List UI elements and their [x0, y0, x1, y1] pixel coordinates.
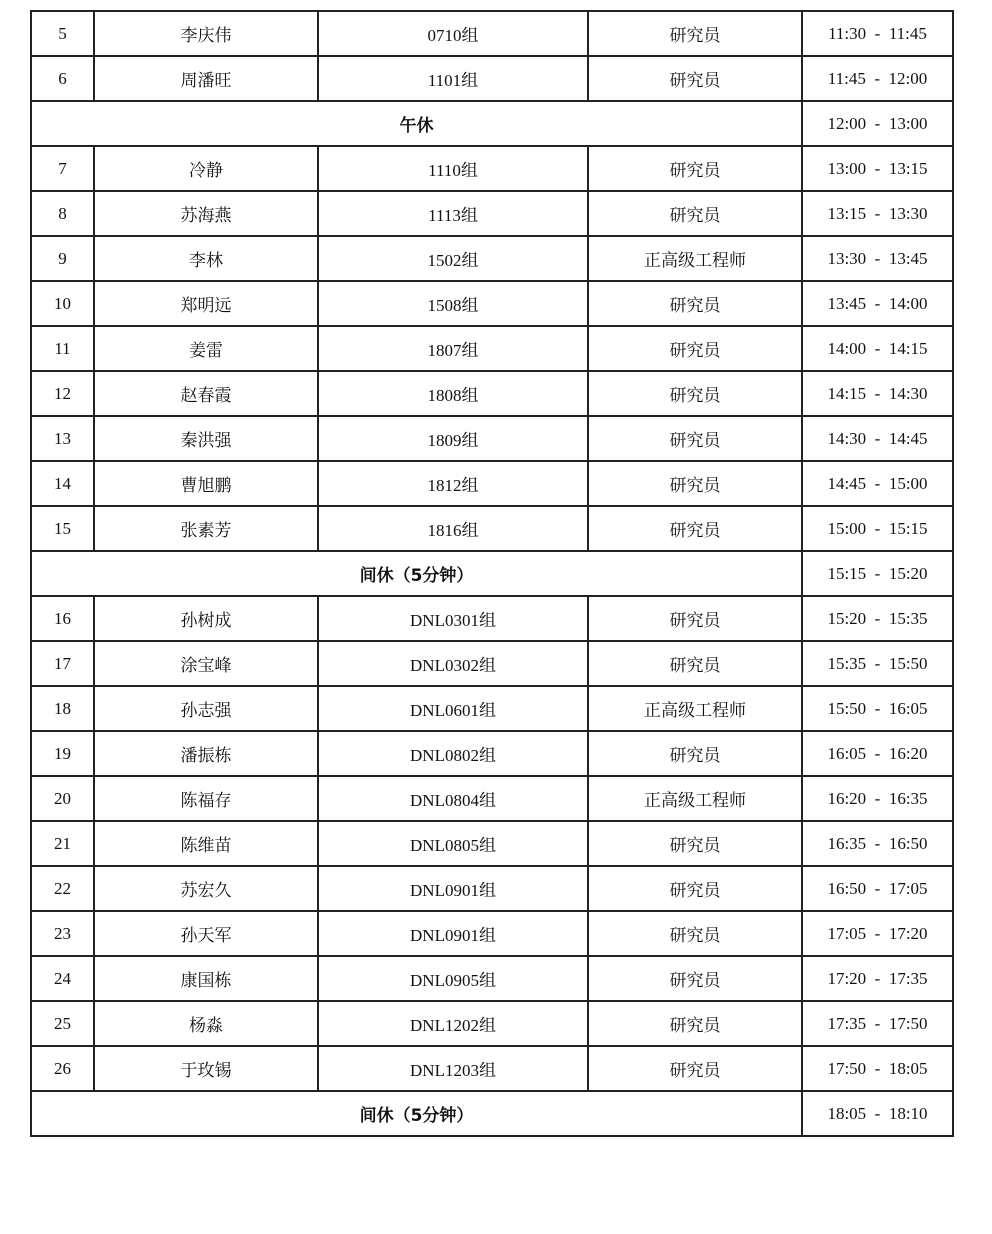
table-row [31, 1001, 953, 1046]
group-id: DNL0601组 [318, 686, 588, 731]
group-id: DNL1203组 [318, 1046, 588, 1091]
time-slot: 16:05 - 16:20 [802, 731, 953, 776]
job-title: 正高级工程师 [588, 686, 802, 731]
time-slot: 17:20 - 17:35 [802, 956, 953, 1001]
time-slot: 14:15 - 14:30 [802, 371, 953, 416]
table-row [31, 416, 953, 461]
group-id: 1101组 [318, 56, 588, 101]
presenter-name: 苏宏久 [94, 866, 318, 911]
row-number: 6 [31, 56, 94, 101]
time-slot: 17:50 - 18:05 [802, 1046, 953, 1091]
table-row [31, 506, 953, 551]
job-title: 研究员 [588, 326, 802, 371]
presenter-name: 孙树成 [94, 596, 318, 641]
table-row [31, 686, 953, 731]
job-title: 研究员 [588, 596, 802, 641]
table-row [31, 11, 953, 56]
group-id: 1807组 [318, 326, 588, 371]
group-id: 1809组 [318, 416, 588, 461]
time-slot: 18:05 - 18:10 [802, 1091, 953, 1136]
time-slot: 15:15 - 15:20 [802, 551, 953, 596]
job-title: 研究员 [588, 866, 802, 911]
group-id: DNL1202组 [318, 1001, 588, 1046]
time-slot: 13:15 - 13:30 [802, 191, 953, 236]
presenter-name: 张素芳 [94, 506, 318, 551]
time-slot: 11:30 - 11:45 [802, 11, 953, 56]
table-row [31, 281, 953, 326]
presenter-name: 姜雷 [94, 326, 318, 371]
group-id: 1110组 [318, 146, 588, 191]
time-slot: 15:50 - 16:05 [802, 686, 953, 731]
row-number: 10 [31, 281, 94, 326]
row-number: 26 [31, 1046, 94, 1091]
time-slot: 15:35 - 15:50 [802, 641, 953, 686]
presenter-name: 孙志强 [94, 686, 318, 731]
row-number: 23 [31, 911, 94, 956]
row-number: 25 [31, 1001, 94, 1046]
presenter-name: 郑明远 [94, 281, 318, 326]
table-row [31, 731, 953, 776]
job-title: 研究员 [588, 191, 802, 236]
time-slot: 16:50 - 17:05 [802, 866, 953, 911]
group-id: DNL0804组 [318, 776, 588, 821]
job-title: 研究员 [588, 281, 802, 326]
presenter-name: 陈福存 [94, 776, 318, 821]
table-row [31, 326, 953, 371]
group-id: DNL0901组 [318, 866, 588, 911]
group-id: 1508组 [318, 281, 588, 326]
row-number: 20 [31, 776, 94, 821]
group-id: DNL0901组 [318, 911, 588, 956]
time-slot: 16:35 - 16:50 [802, 821, 953, 866]
presenter-name: 苏海燕 [94, 191, 318, 236]
schedule-body [31, 11, 953, 1136]
table-row [31, 776, 953, 821]
table-row [31, 371, 953, 416]
break-label: 间休（5分钟） [31, 551, 802, 596]
row-number: 9 [31, 236, 94, 281]
presenter-name: 康国栋 [94, 956, 318, 1001]
time-slot: 11:45 - 12:00 [802, 56, 953, 101]
row-number: 7 [31, 146, 94, 191]
row-number: 12 [31, 371, 94, 416]
presenter-name: 于玫锡 [94, 1046, 318, 1091]
job-title: 研究员 [588, 821, 802, 866]
presenter-name: 杨淼 [94, 1001, 318, 1046]
group-id: 1502组 [318, 236, 588, 281]
table-row [31, 236, 953, 281]
group-id: DNL0302组 [318, 641, 588, 686]
table-row [31, 911, 953, 956]
row-number: 14 [31, 461, 94, 506]
row-number: 8 [31, 191, 94, 236]
break-label: 午休 [31, 101, 802, 146]
job-title: 研究员 [588, 1046, 802, 1091]
job-title: 研究员 [588, 641, 802, 686]
break-row [31, 1091, 953, 1136]
group-id: DNL0802组 [318, 731, 588, 776]
break-row [31, 101, 953, 146]
group-id: 1808组 [318, 371, 588, 416]
job-title: 研究员 [588, 1001, 802, 1046]
job-title: 研究员 [588, 146, 802, 191]
presenter-name: 秦洪强 [94, 416, 318, 461]
time-slot: 14:00 - 14:15 [802, 326, 953, 371]
group-id: 0710组 [318, 11, 588, 56]
time-slot: 15:00 - 15:15 [802, 506, 953, 551]
time-slot: 17:05 - 17:20 [802, 911, 953, 956]
break-row [31, 551, 953, 596]
job-title: 研究员 [588, 731, 802, 776]
job-title: 研究员 [588, 461, 802, 506]
time-slot: 12:00 - 13:00 [802, 101, 953, 146]
job-title: 正高级工程师 [588, 236, 802, 281]
presenter-name: 周潘旺 [94, 56, 318, 101]
time-slot: 13:45 - 14:00 [802, 281, 953, 326]
time-slot: 17:35 - 17:50 [802, 1001, 953, 1046]
break-label: 间休（5分钟） [31, 1091, 802, 1136]
row-number: 11 [31, 326, 94, 371]
row-number: 17 [31, 641, 94, 686]
job-title: 研究员 [588, 56, 802, 101]
table-row [31, 1046, 953, 1091]
schedule-table [30, 10, 954, 1137]
table-row [31, 866, 953, 911]
row-number: 15 [31, 506, 94, 551]
row-number: 21 [31, 821, 94, 866]
table-row [31, 821, 953, 866]
presenter-name: 陈维苗 [94, 821, 318, 866]
group-id: DNL0805组 [318, 821, 588, 866]
row-number: 24 [31, 956, 94, 1001]
presenter-name: 赵春霞 [94, 371, 318, 416]
group-id: 1812组 [318, 461, 588, 506]
group-id: DNL0905组 [318, 956, 588, 1001]
row-number: 5 [31, 11, 94, 56]
job-title: 研究员 [588, 416, 802, 461]
presenter-name: 涂宝峰 [94, 641, 318, 686]
time-slot: 16:20 - 16:35 [802, 776, 953, 821]
job-title: 研究员 [588, 956, 802, 1001]
row-number: 18 [31, 686, 94, 731]
time-slot: 13:00 - 13:15 [802, 146, 953, 191]
time-slot: 15:20 - 15:35 [802, 596, 953, 641]
presenter-name: 潘振栋 [94, 731, 318, 776]
table-row [31, 146, 953, 191]
table-row [31, 956, 953, 1001]
job-title: 正高级工程师 [588, 776, 802, 821]
presenter-name: 冷静 [94, 146, 318, 191]
table-row [31, 596, 953, 641]
row-number: 19 [31, 731, 94, 776]
job-title: 研究员 [588, 371, 802, 416]
time-slot: 14:30 - 14:45 [802, 416, 953, 461]
table-row [31, 191, 953, 236]
presenter-name: 孙天军 [94, 911, 318, 956]
table-row [31, 641, 953, 686]
row-number: 13 [31, 416, 94, 461]
group-id: 1816组 [318, 506, 588, 551]
row-number: 22 [31, 866, 94, 911]
table-row [31, 461, 953, 506]
presenter-name: 曹旭鹏 [94, 461, 318, 506]
table-row [31, 56, 953, 101]
job-title: 研究员 [588, 911, 802, 956]
presenter-name: 李林 [94, 236, 318, 281]
group-id: DNL0301组 [318, 596, 588, 641]
time-slot: 14:45 - 15:00 [802, 461, 953, 506]
time-slot: 13:30 - 13:45 [802, 236, 953, 281]
job-title: 研究员 [588, 506, 802, 551]
row-number: 16 [31, 596, 94, 641]
job-title: 研究员 [588, 11, 802, 56]
presenter-name: 李庆伟 [94, 11, 318, 56]
group-id: 1113组 [318, 191, 588, 236]
